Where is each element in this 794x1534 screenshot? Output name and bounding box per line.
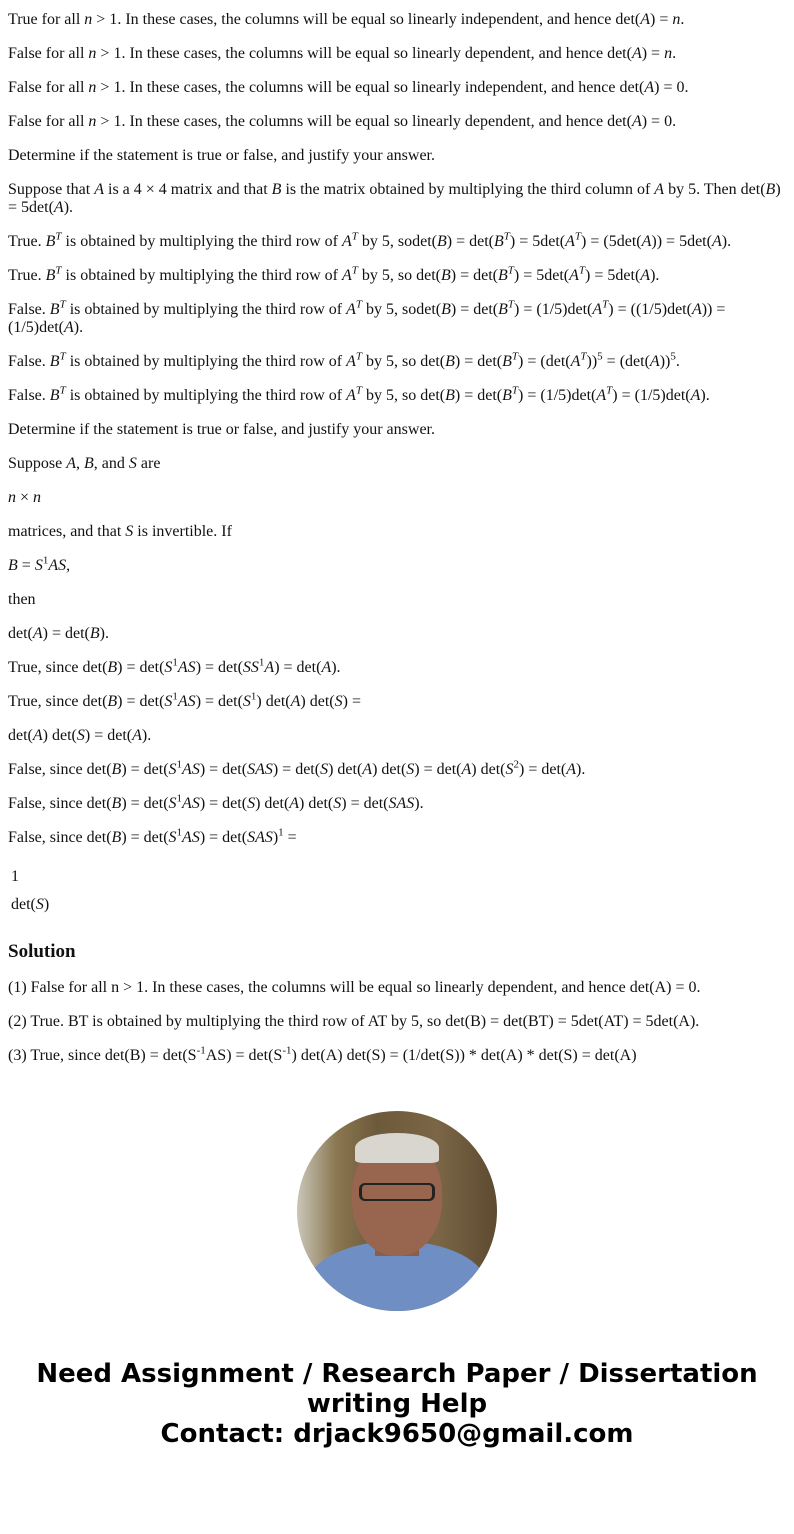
solution-heading: Solution — [8, 941, 76, 962]
paragraph: False, since $\det(B) = \det(S^1AS) = \det(S)$ det(A) det(S) = det(SAS). — [8, 792, 424, 812]
paragraph: then — [8, 591, 36, 608]
paragraph: False. $B^T$ is obtained by multiplying the third row of $A^T$ by 5, so $\det(B) = \det(B^T) = (\det(A^T))^5 = (\det(A))^5$. — [8, 350, 680, 370]
solution-item-1: (1) False for all n > 1. In these cases, the columns will be equal so linearly dependent, and hence det(A) = 0. — [8, 979, 701, 996]
paragraph: True. $B^T$ is obtained by multiplying the third row of $A^T$ by 5, so $\det(B) = \det(B^T) = 5\det(A^T) = 5\det(A)$. — [8, 264, 660, 284]
question-text — [8, 11, 786, 847]
paragraph: False, since $\det(B) = \det(S^1AS) = \det(SAS)^1$ = — [8, 826, 297, 846]
paragraph: False for all n > 1. In these cases, the columns will be equal so linearly dependent, and hence det(A) = 0. — [8, 113, 677, 130]
promo-footer — [0, 1359, 794, 1449]
paragraph: True, since $\det(B) = \det(S^1AS) = \det(S^1)$ det(A) det(S) = — [8, 690, 361, 710]
fraction-denominator: det(S) — [11, 896, 50, 913]
paragraph: True. $B^T$ is obtained by multiplying the third row of $A^T$ by 5, $sodet(B) = \det(B^T) = 5\det(A^T) = (5\det(A)) = 5\det(A)$. — [8, 230, 732, 250]
paragraph: $B = S^1AS$, — [8, 554, 71, 574]
paragraph: False for all n > 1. In these cases, the columns will be equal so linearly dependent, and hence det(A) = n. — [8, 45, 677, 62]
promo-line: Need Assignment / Research Paper / Dissertation writing Help — [36, 1359, 758, 1419]
fraction-option — [11, 863, 786, 919]
paragraph: det(A) det(S) = det(A). — [8, 727, 152, 744]
paragraph: n × n — [8, 489, 42, 506]
contact-line: Contact: drjack9650@gmail.com — [160, 1419, 634, 1449]
paragraph: Suppose A, B, and S are — [8, 455, 161, 472]
paragraph: True, since $\det(B) = \det(S^1AS) = \det(SS^1A) = \det(A)$. — [8, 656, 341, 676]
paragraph: False for all n > 1. In these cases, the columns will be equal so linearly independent, and hence det(A) = 0. — [8, 79, 689, 96]
paragraph: Determine if the statement is true or false, and justify your answer. — [8, 421, 435, 438]
paragraph: False. $B^T$ is obtained by multiplying the third row of $A^T$ by 5, so $\det(B) = \det(B^T) = (1/5)\det(A^T) = (1/5)\det(A)$. — [8, 384, 710, 404]
paragraph: Determine if the statement is true or false, and justify your answer. — [8, 147, 435, 164]
document-body — [0, 11, 794, 1065]
paragraph: False. $B^T$ is obtained by multiplying the third row of $A^T$ by 5, $sodet(B) = \det(B^T) = (1/5)\det(A^T) = ((1/5)\det(A)) = (1/5)\det(A)$. — [8, 298, 726, 336]
author-photo-container — [0, 1111, 794, 1311]
author-photo — [297, 1111, 497, 1311]
paragraph: det(A) = det(B). — [8, 625, 109, 642]
paragraph: True for all n > 1. In these cases, the columns will be equal so linearly independent, and hence det(A) = n. — [8, 11, 685, 28]
solution-item-3: (3) True, since $\det(B) = \det(S^{-1}AS) = \det(S^{-1})$ det(A) det(S) = (1/det(S)) * det(A) * det(S) = det(A) — [8, 1044, 637, 1064]
solution-item-2: (2) True. BT is obtained by multiplying the third row of AT by 5, so det(B) = det(BT) = 5det(AT) = 5det(A). — [8, 1013, 700, 1030]
paragraph: matrices, and that S is invertible. If — [8, 523, 232, 540]
fraction-numerator: 1 — [11, 868, 19, 885]
paragraph: False, since $\det(B) = \det(S^1AS) = \det(SAS) = \det(S)$ det(A) det(S) = det(A) $\det(S^2) = \det(A)$. — [8, 758, 586, 778]
paragraph: Suppose that A is a 4 × 4 matrix and that B is the matrix obtained by multiplying the third column of A by 5. Then det(B) = 5det(A). — [8, 181, 781, 216]
